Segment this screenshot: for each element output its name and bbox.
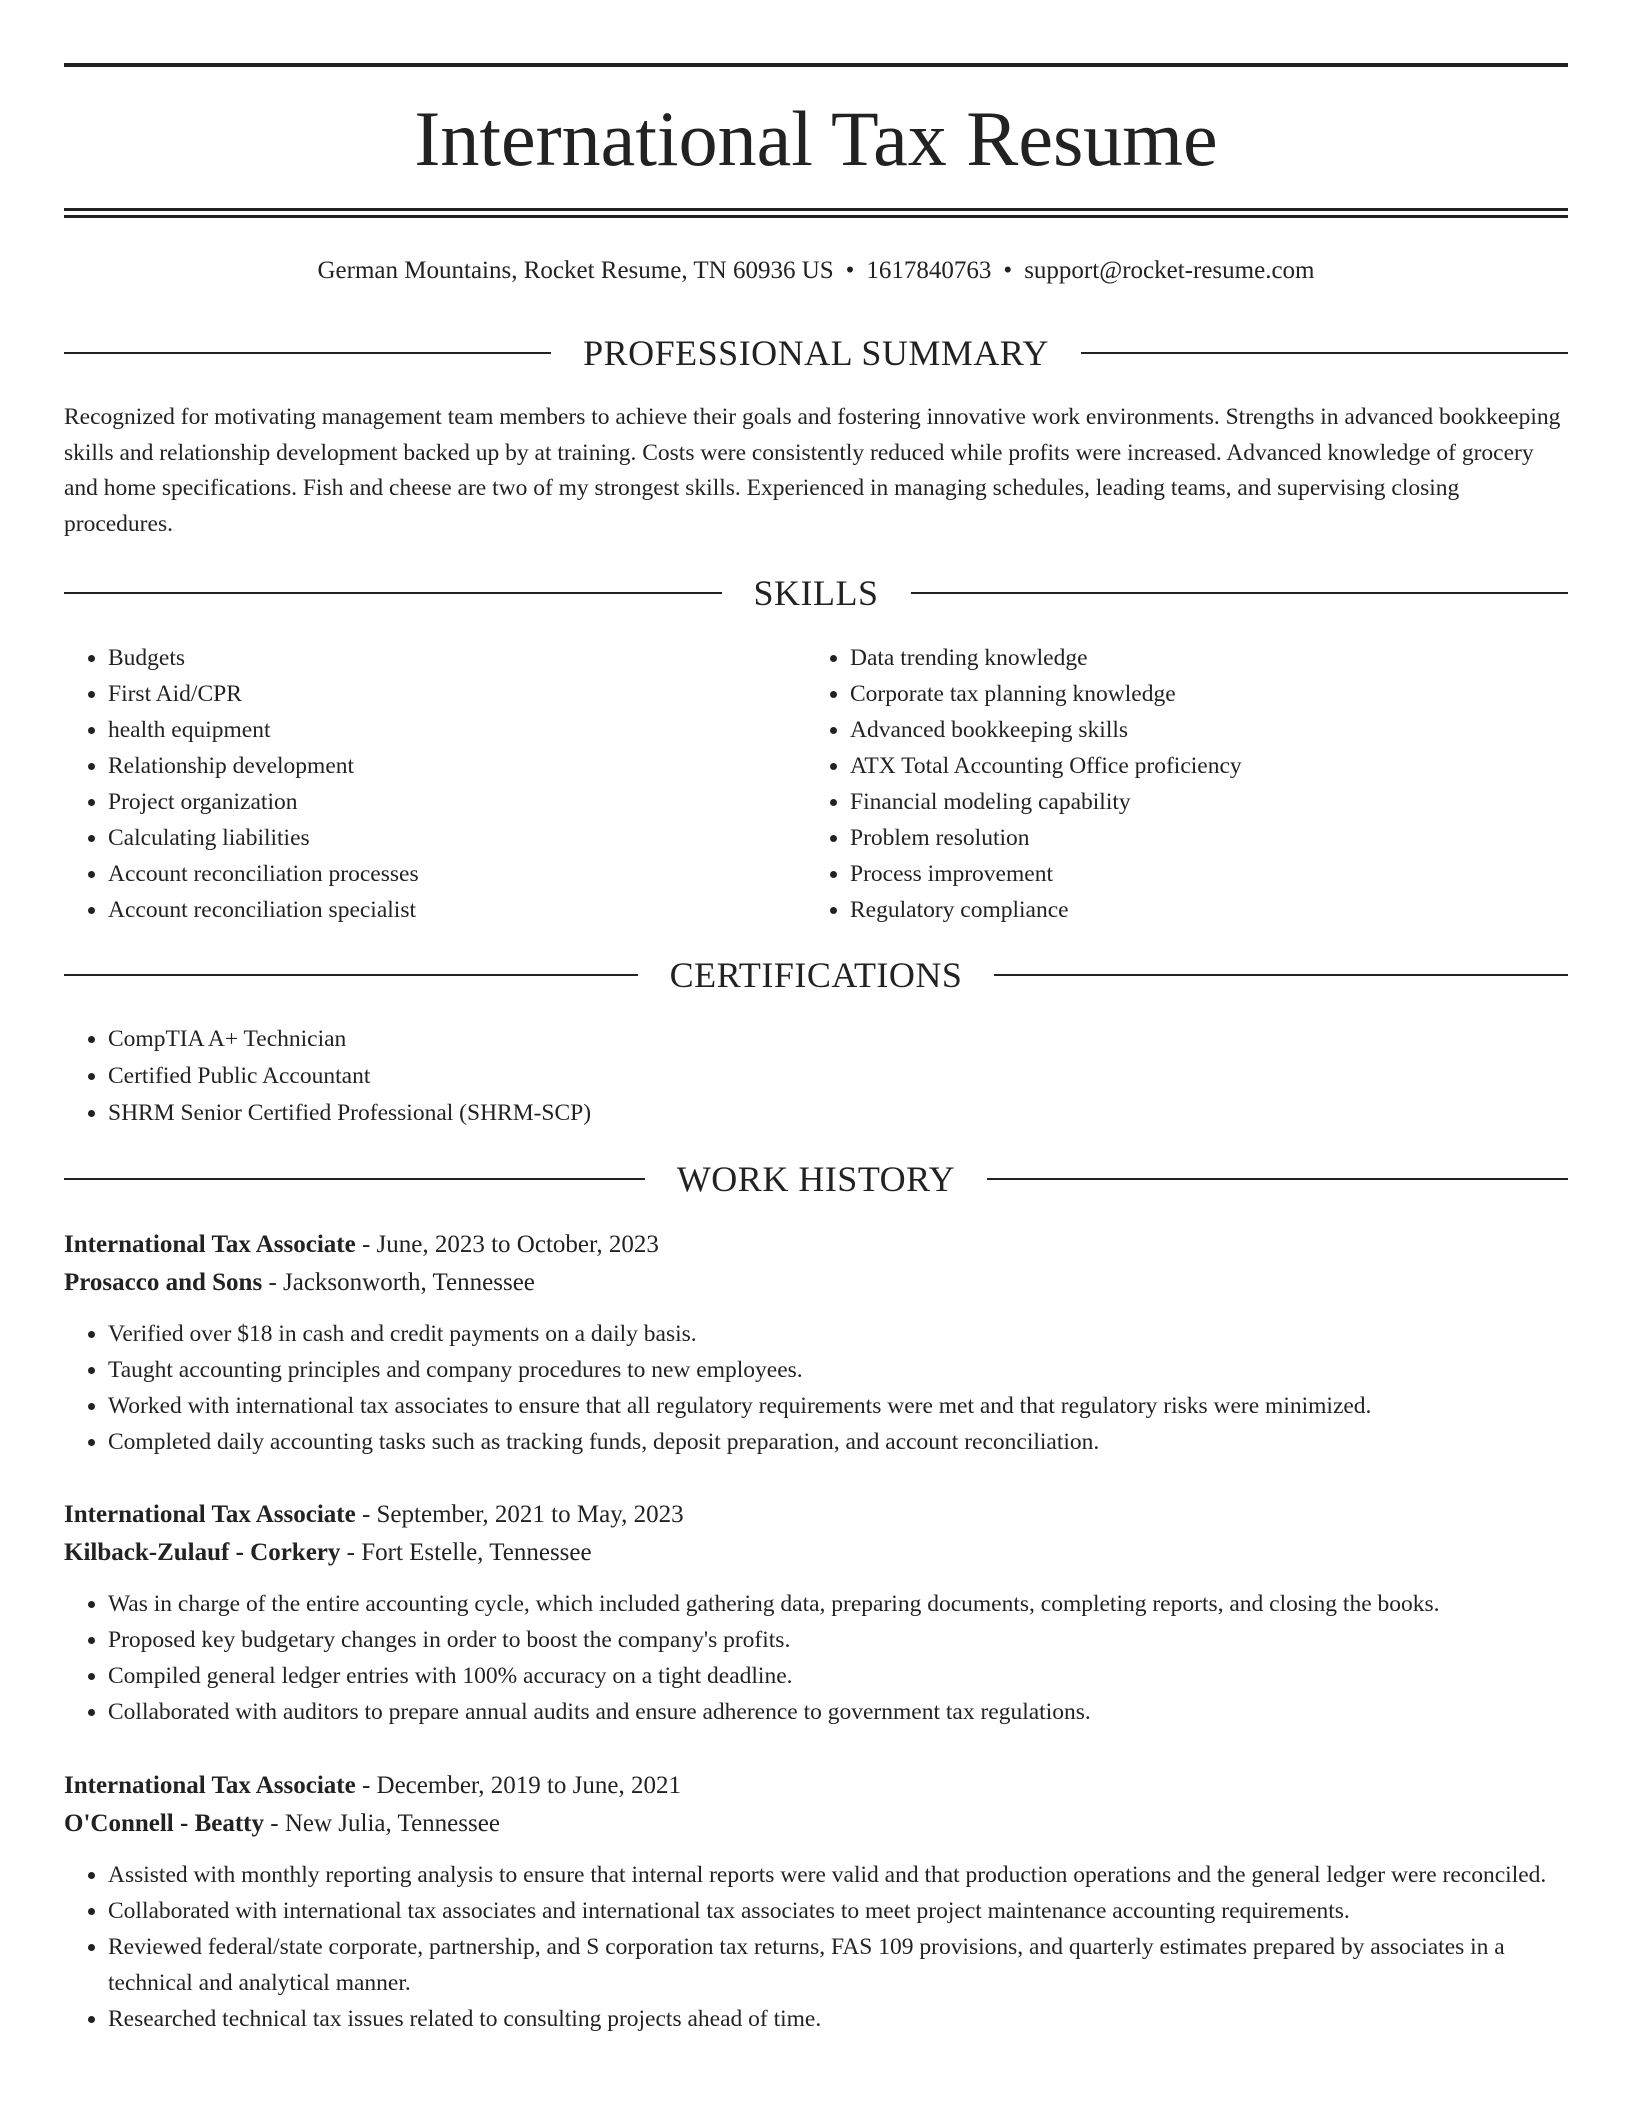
job-dates: - December, 2019 to June, 2021 (355, 1772, 682, 1799)
certification-item: • SHRM Senior Certified Professional (SHRM-SCP) (108, 1095, 1564, 1132)
skill-item: • Relationship development (108, 748, 764, 784)
skill-item: • Data trending knowledge (850, 640, 1566, 676)
section-heading-skills (64, 570, 1568, 616)
job-bullet: • Collaborated with international tax associates and international tax associates to meet project maintenance accounting requirements. (108, 1893, 1568, 1929)
job-title: International Tax Associate (64, 1231, 356, 1258)
job-dates: - June, 2023 to October, 2023 (355, 1231, 659, 1258)
title-double-rule (64, 208, 1568, 218)
skill-item: • Corporate tax planning knowledge (850, 676, 1566, 712)
skill-item: • Financial modeling capability (850, 784, 1566, 820)
section-heading-summary (64, 330, 1568, 376)
section-heading-work-history (64, 1156, 1568, 1202)
job-bullets (64, 1586, 1568, 1730)
contact-email: support@rocket-resume.com (1024, 257, 1315, 284)
job-title-line (64, 1226, 1568, 1264)
job-entry (64, 1767, 1568, 2037)
skill-item: • Project organization (108, 784, 764, 820)
skill-item: • Budgets (108, 640, 764, 676)
job-bullet: • Proposed key budgetary changes in order to boost the company's profits. (108, 1622, 1568, 1658)
job-bullet: • Researched technical tax issues related to consulting projects ahead of time. (108, 2001, 1568, 2037)
skill-item: • ATX Total Accounting Office proficiency (850, 748, 1566, 784)
summary-paragraph: Recognized for motivating management team members to achieve their goals and fostering innovative work environments. Strengths in advanced bookkeeping skills and relationship development backed up by at training. Costs were consistently reduced while profits were increased. Advanced knowledge of grocery and home specifications. Fish and cheese are two of my strongest skills. Experienced in managing schedules, leading teams, and supervising closing procedures. (64, 404, 1561, 537)
heading-rule (1081, 352, 1568, 354)
job-company: O'Connell - Beatty (64, 1810, 264, 1837)
contact-separator: • (845, 257, 855, 284)
heading-rule (987, 1178, 1568, 1180)
job-company-line (64, 1534, 1568, 1572)
section-title: PROFESSIONAL SUMMARY (583, 333, 1049, 373)
job-title: International Tax Associate (64, 1501, 356, 1528)
job-bullet: • Was in charge of the entire accounting cycle, which included gathering data, preparing documents, completing reports, and closing the books. (108, 1586, 1568, 1622)
skills-column-left (64, 640, 764, 928)
job-bullets (64, 1857, 1568, 2037)
job-company: Kilback-Zulauf - Corkery (64, 1539, 341, 1566)
job-entry (64, 1226, 1568, 1460)
job-bullet: • Worked with international tax associates to ensure that all regulatory requirements were met and that regulatory risks were minimized. (108, 1388, 1568, 1424)
certification-item: • CompTIA A+ Technician (108, 1021, 1564, 1058)
job-bullet: • Completed daily accounting tasks such as tracking funds, deposit preparation, and account reconciliation. (108, 1424, 1568, 1460)
skills-column-right (806, 640, 1566, 928)
section-heading-certifications (64, 952, 1568, 998)
skill-item: • Calculating liabilities (108, 820, 764, 856)
skill-item: • Regulatory compliance (850, 892, 1566, 928)
section-title: SKILLS (753, 573, 879, 613)
skill-item: • Account reconciliation specialist (108, 892, 764, 928)
heading-rule (64, 352, 551, 354)
skill-item: • health equipment (108, 712, 764, 748)
heading-rule (64, 1178, 645, 1180)
job-company-line (64, 1805, 1568, 1843)
certifications-list (64, 1021, 1564, 1132)
job-location: - Fort Estelle, Tennessee (340, 1539, 592, 1566)
job-bullet: • Verified over $18 in cash and credit payments on a daily basis. (108, 1316, 1568, 1352)
heading-rule (994, 974, 1568, 976)
contact-line (64, 254, 1568, 288)
heading-rule (64, 974, 638, 976)
skill-item: • Problem resolution (850, 820, 1566, 856)
contact-address: German Mountains, Rocket Resume, TN 60936 US (317, 257, 834, 284)
contact-separator: • (1003, 257, 1013, 284)
skill-item: • First Aid/CPR (108, 676, 764, 712)
job-bullet: • Compiled general ledger entries with 100% accuracy on a tight deadline. (108, 1658, 1568, 1694)
job-title-line (64, 1496, 1568, 1534)
skill-item: • Advanced bookkeeping skills (850, 712, 1566, 748)
top-rule (64, 63, 1568, 67)
job-title: International Tax Associate (64, 1772, 356, 1799)
skill-item: • Account reconciliation processes (108, 856, 764, 892)
heading-rule (64, 592, 722, 594)
job-bullet: • Collaborated with auditors to prepare annual audits and ensure adherence to government tax regulations. (108, 1694, 1568, 1730)
certification-item: • Certified Public Accountant (108, 1058, 1564, 1095)
job-company: Prosacco and Sons (64, 1269, 263, 1296)
section-title: CERTIFICATIONS (669, 955, 963, 995)
job-entry (64, 1496, 1568, 1730)
contact-phone: 1617840763 (866, 257, 992, 284)
job-location: - Jacksonworth, Tennessee (262, 1269, 535, 1296)
skill-item: • Process improvement (850, 856, 1566, 892)
job-bullet: • Assisted with monthly reporting analysis to ensure that internal reports were valid and that production operations and the general ledger were reconciled. (108, 1857, 1568, 1893)
job-company-line (64, 1264, 1568, 1302)
job-location: - New Julia, Tennessee (264, 1810, 500, 1837)
job-bullet: • Reviewed federal/state corporate, partnership, and S corporation tax returns, FAS 109 provisions, and quarterly estimates prepared by associates in a technical and analytical manner. (108, 1929, 1568, 2001)
job-dates: - September, 2021 to May, 2023 (355, 1501, 684, 1528)
section-title: WORK HISTORY (676, 1159, 956, 1199)
job-bullets (64, 1316, 1568, 1460)
heading-rule (911, 592, 1569, 594)
resume-title: International Tax Resume (414, 95, 1218, 182)
job-bullet: • Taught accounting principles and company procedures to new employees. (108, 1352, 1568, 1388)
job-title-line (64, 1767, 1568, 1805)
